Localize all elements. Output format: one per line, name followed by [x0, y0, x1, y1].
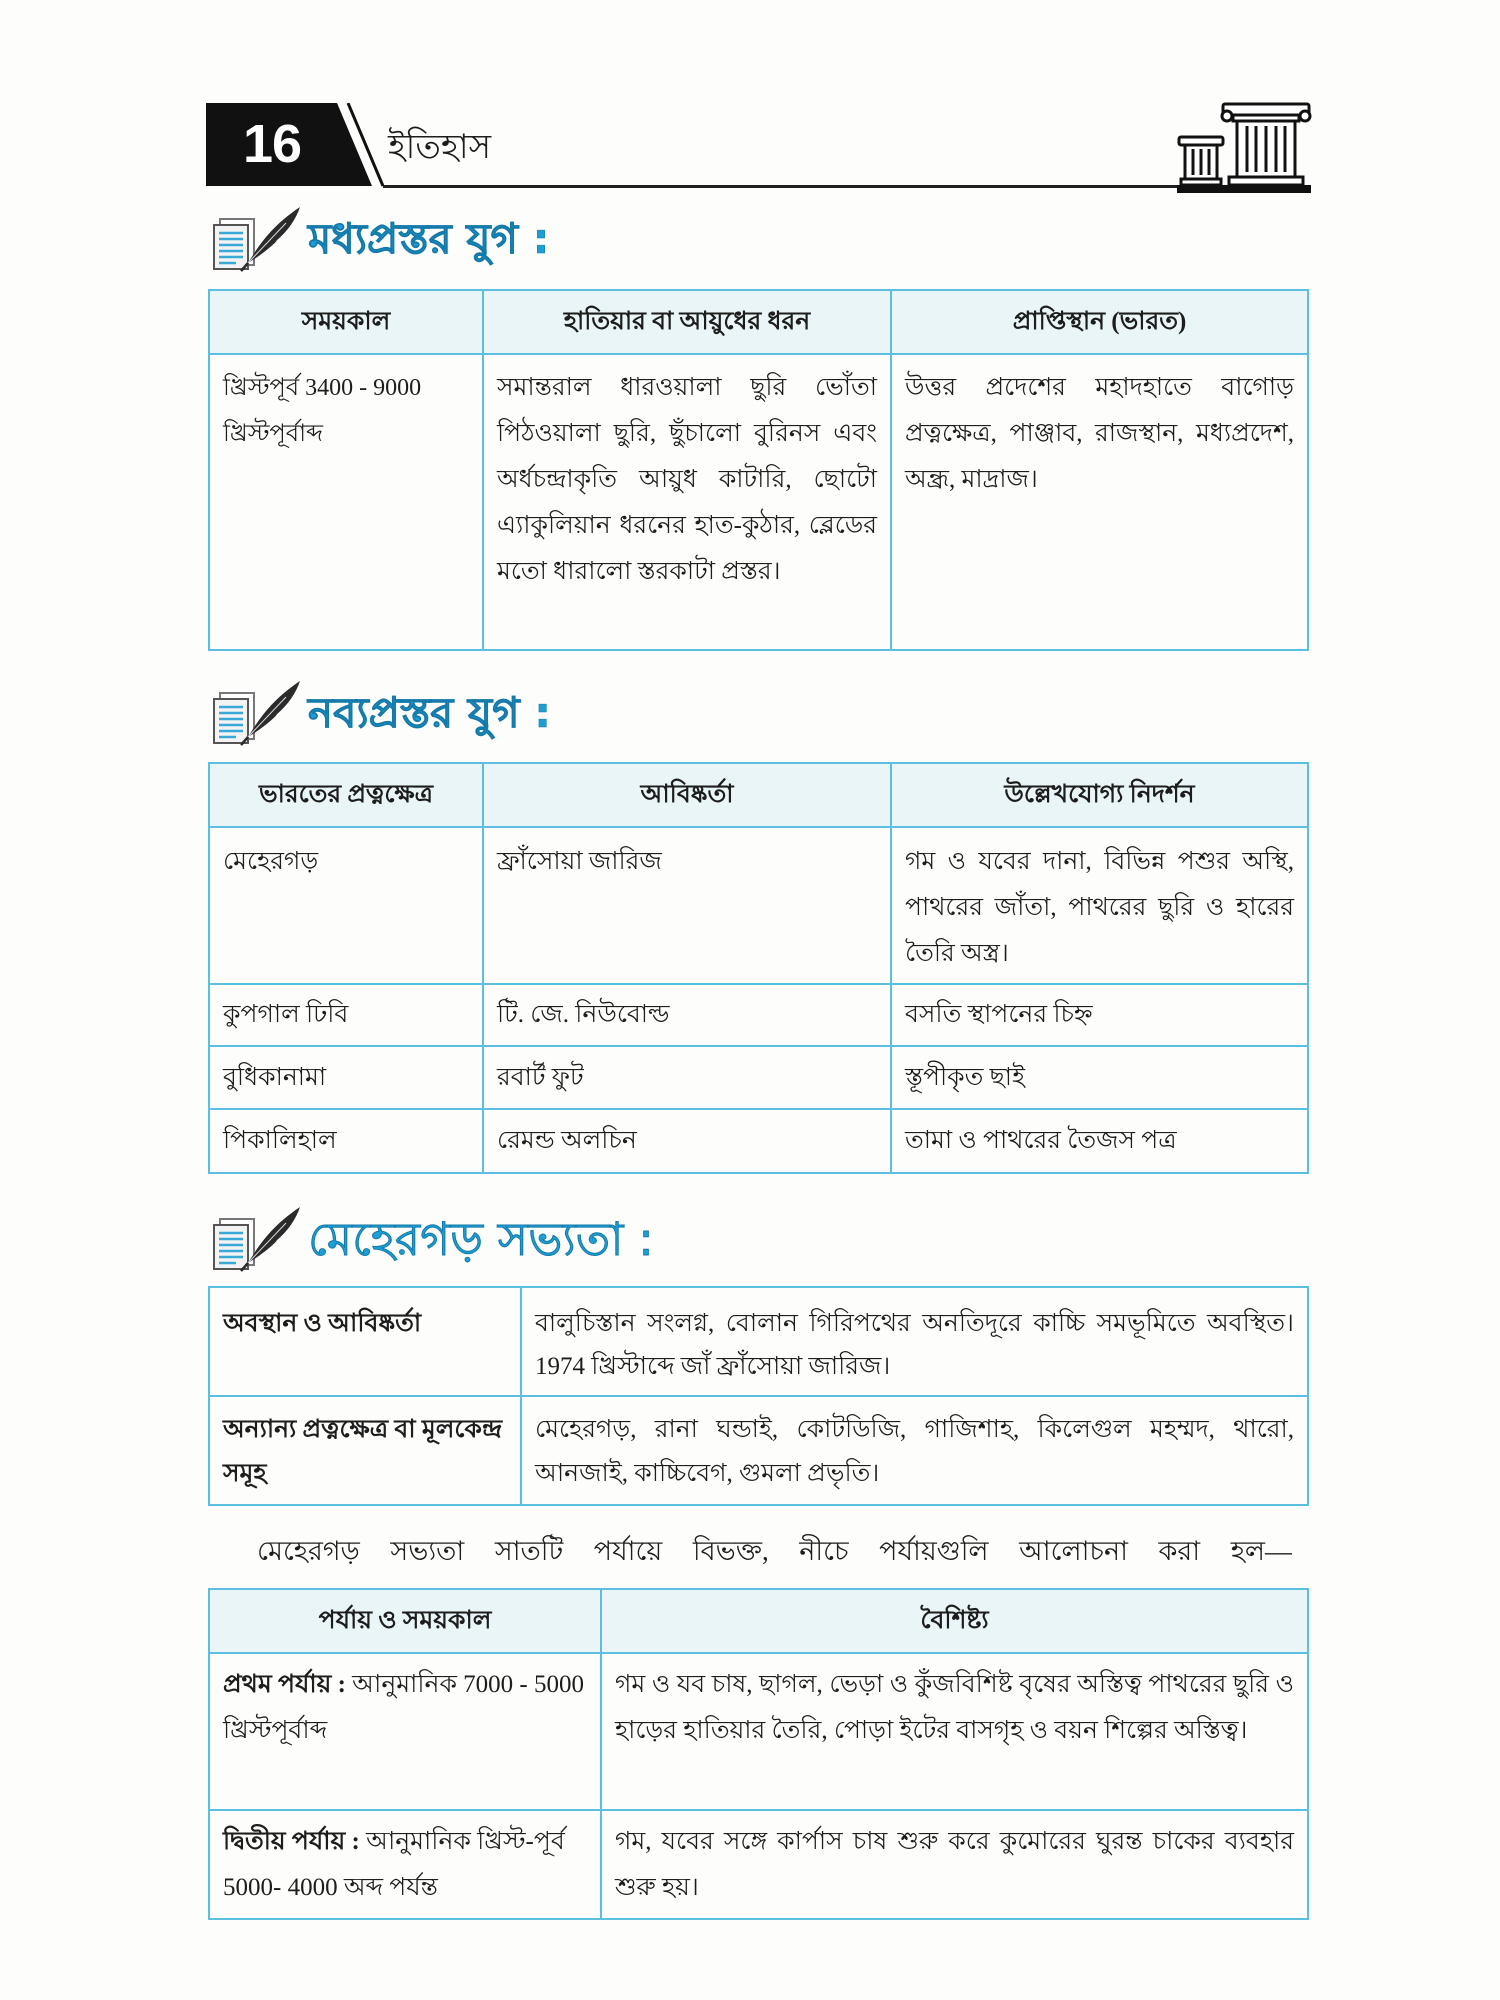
table-row — [209, 1810, 1308, 1919]
table-row — [209, 1109, 1308, 1173]
table-row — [209, 827, 1308, 984]
discoverer-cell: টি. জে. নিউবোল্ড — [497, 1001, 670, 1028]
page-header — [0, 0, 1500, 200]
table-row — [209, 1046, 1308, 1109]
phase-title: দ্বিতীয় পর্যায় : — [223, 1828, 360, 1855]
subject-title: ইতিহাস — [388, 127, 492, 167]
column-header — [601, 1589, 1308, 1653]
column-header-findings: উল্লেখযোগ্য নিদর্শন — [1004, 780, 1195, 808]
findings-cell: স্তূপীকৃত ছাই — [905, 1063, 1026, 1091]
row-label: অন্যান্য প্রত্নক্ষেত্র বা মূলকেন্দ্র সমূহ — [223, 1416, 503, 1487]
discoverer-cell: রবার্ট ফুট — [497, 1063, 584, 1091]
column-header — [891, 290, 1308, 354]
features-cell: গম ও যব চাষ, ছাগল, ভেড়া ও কুঁজবিশিষ্ট বৃষের অস্তিত্ব পাথরের ছুরি ও হাড়ের হাতিয়ার তৈরি, পোড়া ইটের বাসগৃহ ও বয়ন শিল্পের অস্তিত্ব। — [615, 1671, 1294, 1744]
column-header — [483, 763, 891, 827]
section-heading-mehrgarh — [206, 1203, 966, 1275]
column-header-period: সময়কাল — [301, 307, 391, 335]
column-header — [483, 290, 891, 354]
table-cell — [521, 1396, 1308, 1505]
table-cell — [209, 354, 483, 650]
table-cell — [891, 827, 1308, 984]
table-cell — [483, 354, 891, 650]
tools-cell: সমান্তরাল ধারওয়ালা ছুরি ভোঁতা পিঠওয়ালা ছুরি, ছুঁচালো বুরিনস এবং অর্ধচন্দ্রাকৃতি আয়ুধ কাটারি, ছোটো এ্যাকুলিয়ান ধরনের হাত-কুঠার, ব্লেডের মতো ধারালো স্তরকাটা প্রস্তর। — [497, 374, 877, 585]
column-header — [891, 763, 1308, 827]
table-cell — [209, 984, 483, 1046]
table-row — [209, 354, 1308, 650]
table-cell — [891, 354, 1308, 650]
section-title: নব্যপ্রস্তর যুগ : — [308, 688, 552, 737]
table-cell — [891, 1109, 1308, 1173]
discoverer-cell: ফ্রাঁসোয়া জারিজ — [497, 848, 662, 875]
table-cell — [209, 1109, 483, 1173]
findings-cell: গম ও যবের দানা, বিভিন্ন পশুর অস্থি, পাথরের জাঁতা, পাথরের ছুরি ও হারের তৈরি অস্ত্র। — [905, 848, 1294, 967]
row-value: মেহেরগড়, রানা ঘন্ডাই, কোটডিজি, গাজিশাহ, কিলেগুল মহম্মদ, থারো, আনজাই, কাচ্চিবেগ, গুমলা প্রভৃতি। — [535, 1416, 1294, 1487]
table-cell — [209, 1287, 521, 1396]
table-cell — [483, 1046, 891, 1109]
section-heading-mesolithic — [206, 203, 966, 275]
table-cell — [483, 984, 891, 1046]
page-number: 16 — [242, 114, 302, 174]
column-header-tools: হাতিয়ার বা আয়ুধের ধরন — [563, 307, 811, 335]
site-cell: কুপগাল ঢিবি — [223, 1001, 349, 1028]
column-header-discoverer: আবিষ্কর্তা — [640, 780, 734, 808]
row-value: বালুচিস্তান সংলগ্ন, বোলান গিরিপথের অনতিদূরে কাচ্চি সমভূমিতে অবস্থিত। 1974 খ্রিস্টাব্দে জাঁ ফ্রাঁসোয়া জারিজ। — [535, 1310, 1294, 1380]
phase-title: প্রথম পর্যায় : — [223, 1671, 346, 1698]
column-header-features: বৈশিষ্ট্য — [920, 1606, 989, 1634]
mesolithic-table — [208, 289, 1309, 651]
column-header-sites: প্রাপ্তিস্থান (ভারত) — [1012, 307, 1187, 335]
phase-period: আনুমানিক 7000 - 5000 খ্রিস্টপূর্বাব্দ — [223, 1671, 585, 1744]
table-cell — [209, 1653, 601, 1810]
phase-period: আনুমানিক খ্রিস্ট-পূর্ব 5000- 4000 অব্দ পর্যন্ত — [223, 1828, 565, 1901]
table-cell — [483, 1109, 891, 1173]
features-cell: গম, যবের সঙ্গে কার্পাস চাষ শুরু করে কুমোরের ঘুরন্ত চাকের ব্যবহার শুরু হয়। — [615, 1828, 1294, 1901]
site-cell: বুধিকানামা — [223, 1063, 327, 1091]
neolithic-table — [208, 762, 1309, 1174]
table-cell — [521, 1287, 1308, 1396]
section-title: মধ্যপ্রস্তর যুগ : — [308, 214, 550, 263]
table-cell — [209, 1810, 601, 1919]
table-header-row — [209, 763, 1308, 827]
column-header — [209, 1589, 601, 1653]
findings-cell: বসতি স্থাপনের চিহ্ন — [905, 1001, 1093, 1028]
column-header — [209, 290, 483, 354]
pillar-icon — [1175, 101, 1313, 195]
quill-notepad-icon — [206, 205, 304, 273]
table-row — [209, 1287, 1308, 1396]
table-cell — [601, 1810, 1308, 1919]
column-header — [209, 763, 483, 827]
discoverer-cell: রেমন্ড অলচিন — [497, 1127, 637, 1154]
phase-cell — [210, 1811, 600, 1918]
table-row — [209, 1396, 1308, 1505]
column-header-phase: পর্যায় ও সময়কাল — [318, 1606, 492, 1634]
table-cell — [891, 1046, 1308, 1109]
table-header-row — [209, 290, 1308, 354]
column-header-site: ভারতের প্রত্নক্ষেত্র — [258, 780, 434, 808]
header-rule — [383, 185, 1191, 188]
phases-table — [208, 1588, 1309, 1920]
site-cell: পিকালিহাল — [223, 1127, 337, 1154]
table-row — [209, 1653, 1308, 1810]
phase-cell — [210, 1654, 600, 1809]
mehrgarh-table — [208, 1286, 1309, 1506]
section-heading-neolithic — [206, 677, 966, 749]
table-cell — [209, 1046, 483, 1109]
section-title: মেহেরগড় সভ্যতা : — [308, 1212, 654, 1266]
quill-notepad-icon — [206, 1205, 304, 1273]
table-cell — [601, 1653, 1308, 1810]
table-cell — [209, 1396, 521, 1505]
findings-cell: তামা ও পাথরের তৈজস পত্র — [905, 1127, 1177, 1154]
sites-cell: উত্তর প্রদেশের মহাদহাতে বাগোড় প্রত্নক্ষেত্র, পাঞ্জাব, রাজস্থান, মধ্যপ্রদেশ, অন্ধ্র, মাদ্রাজ। — [905, 374, 1294, 493]
phases-intro-paragraph: মেহেরগড় সভ্যতা সাতটি পর্যায়ে বিভক্ত, নীচে পর্যায়গুলি আলোচনা করা হল— — [257, 1536, 1292, 1566]
row-label: অবস্থান ও আবিষ্কর্তা — [223, 1310, 422, 1337]
table-cell — [483, 827, 891, 984]
table-row — [209, 984, 1308, 1046]
table-cell — [891, 984, 1308, 1046]
table-cell — [209, 827, 483, 984]
site-cell: মেহেরগড় — [223, 848, 319, 875]
quill-notepad-icon — [206, 679, 304, 747]
period-cell: খ্রিস্টপূর্ব 3400 - 9000 খ্রিস্টপূর্বাব্দ — [223, 375, 422, 447]
table-header-row — [209, 1589, 1308, 1653]
